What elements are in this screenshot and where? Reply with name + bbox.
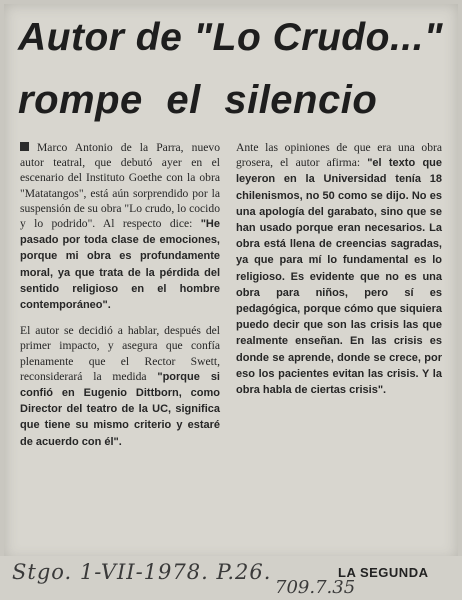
paragraph-rector: [20, 323, 220, 450]
rector-text: El autor se decidió a hablar, después del primer impacto, y asegura que confía plenamente que el Rector Swett, reconsiderará la medida: [20, 324, 220, 383]
article-column-left: [20, 140, 220, 460]
opinions-text: Ante las opiniones de que era una obra grosera, el autor afirma:: [236, 141, 442, 170]
paragraph-opinions: [236, 140, 442, 398]
lead-square-icon: [20, 142, 29, 151]
article-column-right: [236, 140, 442, 408]
intro-text: Marco Antonio de la Parra, nuevo autor teatral, que debutó ayer en el escenario del Instituto Goethe con la obra "Matatangos", está aún sorprendido por la suspensión de su obra "Lo crudo, lo cocido y lo podrido". Al respecto dice:: [20, 141, 220, 231]
handwritten-date-note: Stgo. 1-VII-1978. P.26.: [12, 560, 272, 584]
quote-text-defense: "el texto que leyeron en la Universidad tenía 18 chilenismos, no 50 como se dijo. No es una apología del garabato, sino que se han usado porque eran necesarios. La obra está llena de creencias sagradas, ya que para mí lo fundamental es lo religioso. Es evidente que no es una obra para niños, pero sí es pedagógica, porque cómo que siquiera puedo decir que son las crisis las que realmente enseñan. En las crisis es donde se aprende, donde se crece, por eso los pacientes evitan las crisis. Y la obra habla de ciertas crisis".: [236, 157, 442, 397]
headline-line-2: rompe el silencio: [18, 78, 378, 122]
paragraph-intro: [20, 140, 220, 313]
quote-emotions: "He pasado por toda clase de emociones, porque mi obra es profundamente moral, ya que trata de la pérdida del sentido religioso en el hombre contemporáneo".: [20, 218, 220, 312]
quote-dittborn: "porque si confió en Eugenio Dittborn, como Director del teatro de la UC, significa que tiene su mismo criterio y estaré de acuerdo con él".: [20, 370, 220, 448]
newspaper-source: LA SEGUNDA: [338, 565, 429, 580]
handwritten-catalog-code: 709.7.35: [275, 577, 356, 598]
headline-line-1: Autor de "Lo Crudo...": [18, 16, 443, 59]
